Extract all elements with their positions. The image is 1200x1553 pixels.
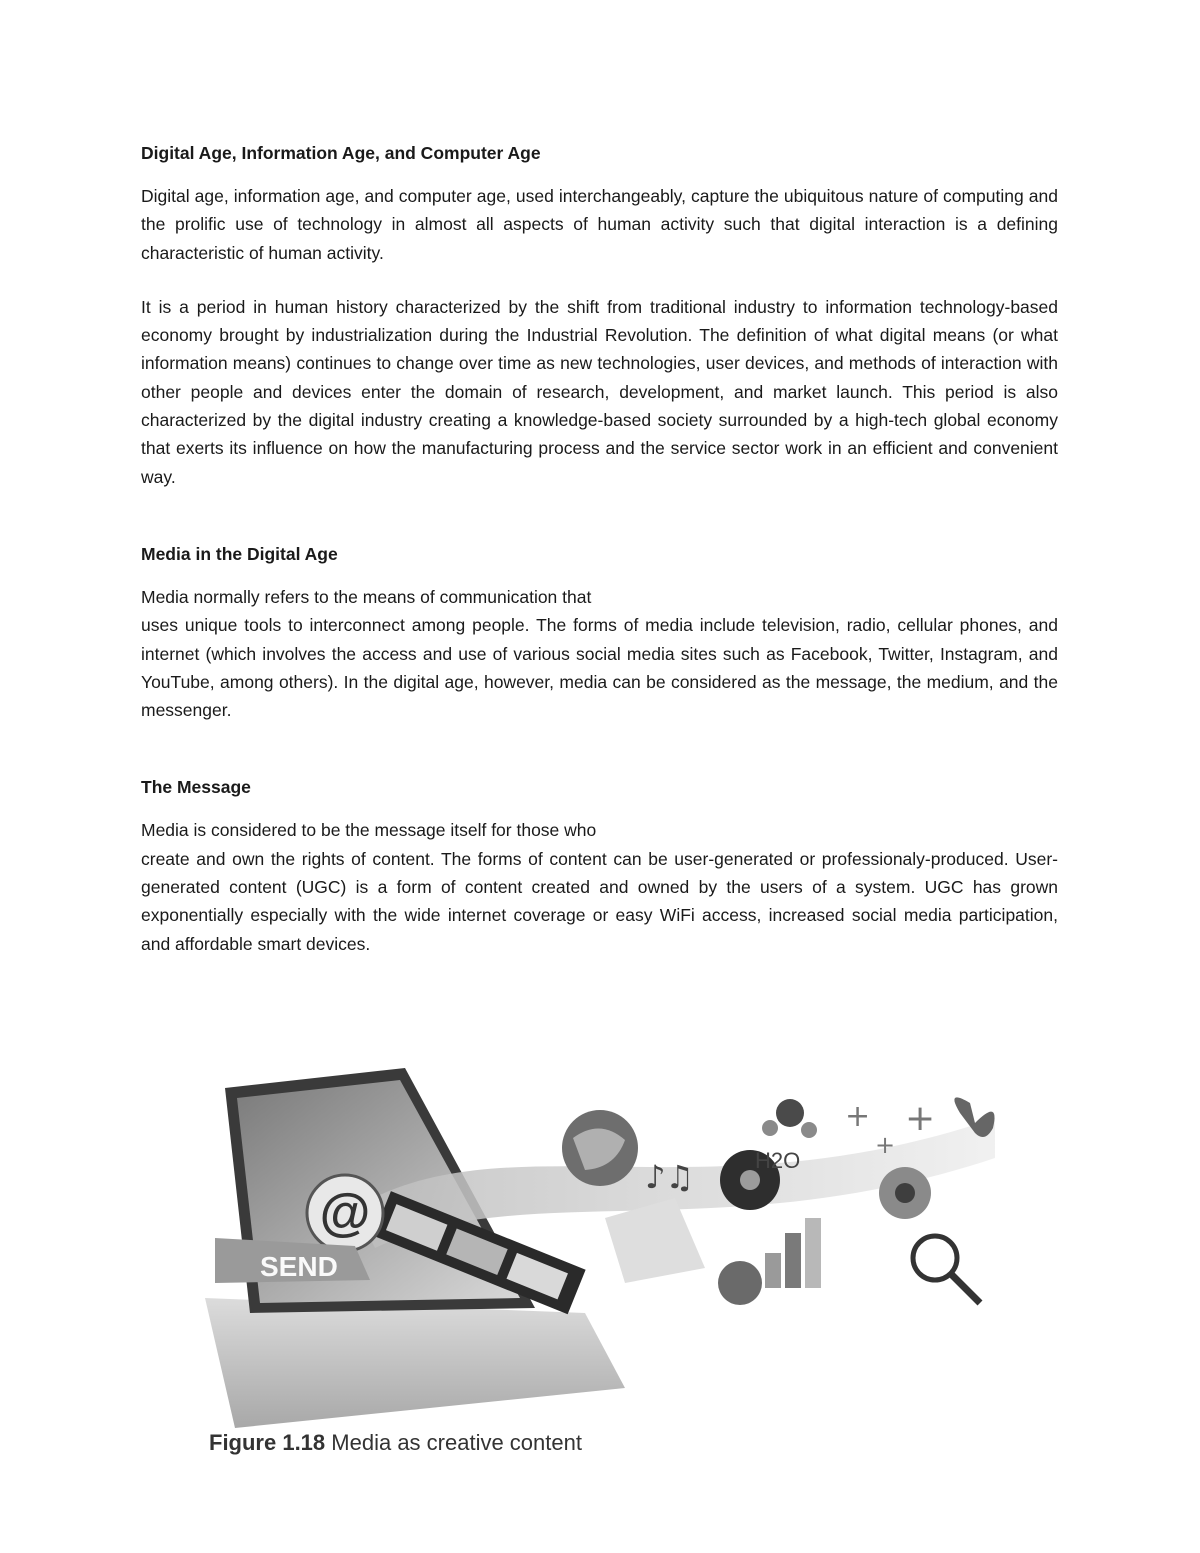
plus-icon-small: + (875, 1131, 896, 1159)
formula-label-text: H2O (755, 1148, 801, 1173)
plus-icon-large: + (905, 1098, 936, 1139)
document-body (141, 140, 1058, 958)
section-heading-digital-age: Digital Age, Information Age, and Computer Age (141, 143, 541, 163)
paragraph-digital-age-intro: Digital age, information age, and computer age, used interchangeably, capture the ubiquitous nature of computing and the prolific use of technology in almost all aspects of human activity such that digital interaction is a defining characteristic of human activity. (141, 186, 1058, 263)
send-label-text: SEND (260, 1251, 338, 1282)
apple-shape (718, 1261, 762, 1305)
paragraph-media-lead: Media normally refers to the means of communication that (141, 586, 592, 607)
bar-graph-shape (765, 1253, 781, 1288)
plus-icon: + (845, 1099, 871, 1134)
figure-caption-text: Media as creative content (331, 1430, 582, 1455)
paragraph-digital-age-period: It is a period in human history characterized by the shift from traditional industry to information technology-based economy brought by industrialization during the Industrial Revolution. The definition of what digital means (or what information means) continues to change over time as new technologies, user devices, and methods of interaction with other people and devices enter the domain of research, development, and market launch. This period is also characterized by the digital industry creating a knowledge-based society surrounded by a high-tech global economy that exerts its influence on how the manufacturing process and the service sector work in an efficient and convenient way. (141, 296, 1058, 487)
section-heading-message: The Message (141, 777, 251, 798)
section-heading-media: Media in the Digital Age (141, 543, 338, 564)
laptop-base-shape (205, 1298, 625, 1428)
music-notes-icon: ♪♫ (645, 1158, 695, 1196)
paragraph-media-body: uses unique tools to interconnect among people. The forms of media include television, radio, cellular phones, and internet (which involves the access and use of various social media sites such as Facebook, Twitter, Instagram, and YouTube, among others). In the digital age, however, media can be considered as the message, the medium, and the messenger. (141, 615, 1058, 721)
at-symbol-text: @ (319, 1184, 371, 1242)
paragraph-message-lead: Media is considered to be the message itself for those who (141, 820, 597, 841)
paragraph-message-body: create and own the rights of content. The forms of content can be user-generated or professionaly-produced. User-generated content (UGC) is a form of content created and owned by the users of a system. UGC has grown exponentially especially with the wide internet coverage or easy WiFi access, increased social media participation, and affordable smart devices. (141, 848, 1058, 954)
figure-media-illustration (205, 1058, 1005, 1438)
magnifier-icon (913, 1236, 957, 1280)
molecule-shape (776, 1099, 804, 1127)
figure-caption-number: Figure 1.18 (209, 1430, 326, 1455)
figure-caption (209, 1430, 582, 1456)
